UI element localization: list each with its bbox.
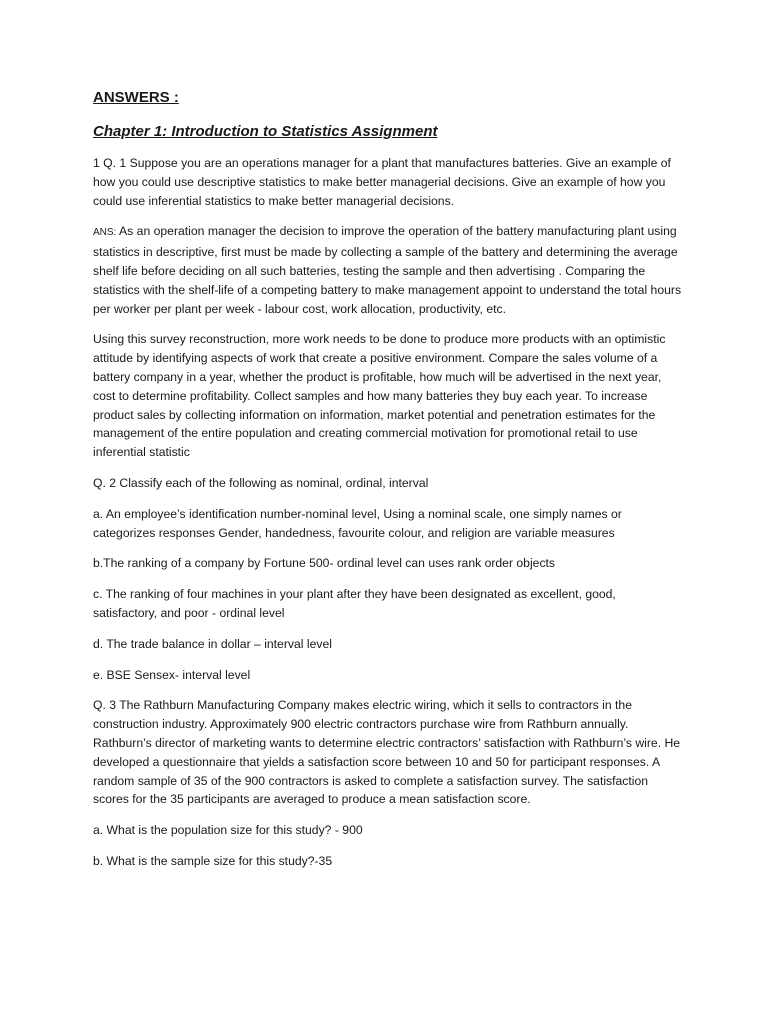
- question-2d: d. The trade balance in dollar – interval level: [93, 636, 332, 651]
- question-2e: e. BSE Sensex- interval level: [93, 667, 251, 682]
- question-2: Q. 2 Classify each of the following as nominal, ordinal, interval: [93, 475, 429, 490]
- document-page: [93, 88, 683, 883]
- survey-paragraph: Using this survey reconstruction, more work needs to be done to produce more products with an optimistic attitude by identifying aspects of work that create a positive environment. Compare the sales volume of a battery company in a year, whether the product is profitable, how much will be advertised in the next year, cost to determine profitability. Collect samples and how many batteries they buy each year. To increase product sales by collecting information on information, market potential and penetration estimates for the management of the entire population and creating commercial motivation for promotional retail to use inferential statistic: [93, 332, 666, 460]
- question-1: 1 Q. 1 Suppose you are an operations manager for a plant that manufactures batteries. Give an example of how you could use descriptive statistics to make better managerial decisions. Give an example of how you could use inferential statistics to make better managerial decisions.: [93, 156, 671, 208]
- question-3: Q. 3 The Rathburn Manufacturing Company makes electric wiring, which it sells to contractors in the construction industry. Approximately 900 electric contractors purchase wire from Rathburn annually. Rathburn’s director of marketing wants to determine electric contractors’ satisfaction with Rathburn’s wire. He developed a questionnaire that yields a satisfaction score between 10 and 50 for participant responses. A random sample of 35 of the 900 contractors is asked to complete a satisfaction survey. The satisfaction scores for the 35 participants are averaged to produce a mean satisfaction score.: [93, 698, 681, 807]
- question-2c: c. The ranking of four machines in your plant after they have been designated as excellent, good, satisfactory, and poor - ordinal level: [93, 587, 616, 620]
- question-3b: b. What is the sample size for this study?-35: [93, 853, 333, 868]
- chapter-title: Chapter 1: Introduction to Statistics Assignment: [93, 123, 438, 140]
- answer-label: ANS:: [93, 227, 117, 239]
- answer-1-text: As an operation manager the decision to improve the operation of the battery manufacturing plant using statistics in descriptive, first must be made by collecting a sample of the battery and determining the average shelf life before deciding on all such batteries, testing the sample and then advertising . Comparing the statistics with the shelf-life of a competing battery to make management appoint to understand the total hours per worker per plant per week - labour cost, work allocation, productivity, etc.: [93, 224, 682, 316]
- question-2a: a. An employee’s identification number-nominal level, Using a nominal scale, one simply names or categorizes responses Gender, handedness, favourite colour, and religion are variable measures: [93, 506, 622, 540]
- question-2b: b.The ranking of a company by Fortune 500- ordinal level can uses rank order objects: [93, 556, 556, 571]
- question-3a: a. What is the population size for this study? - 900: [93, 823, 363, 838]
- answers-heading: ANSWERS :: [93, 89, 179, 106]
- answer-1: [93, 222, 683, 318]
